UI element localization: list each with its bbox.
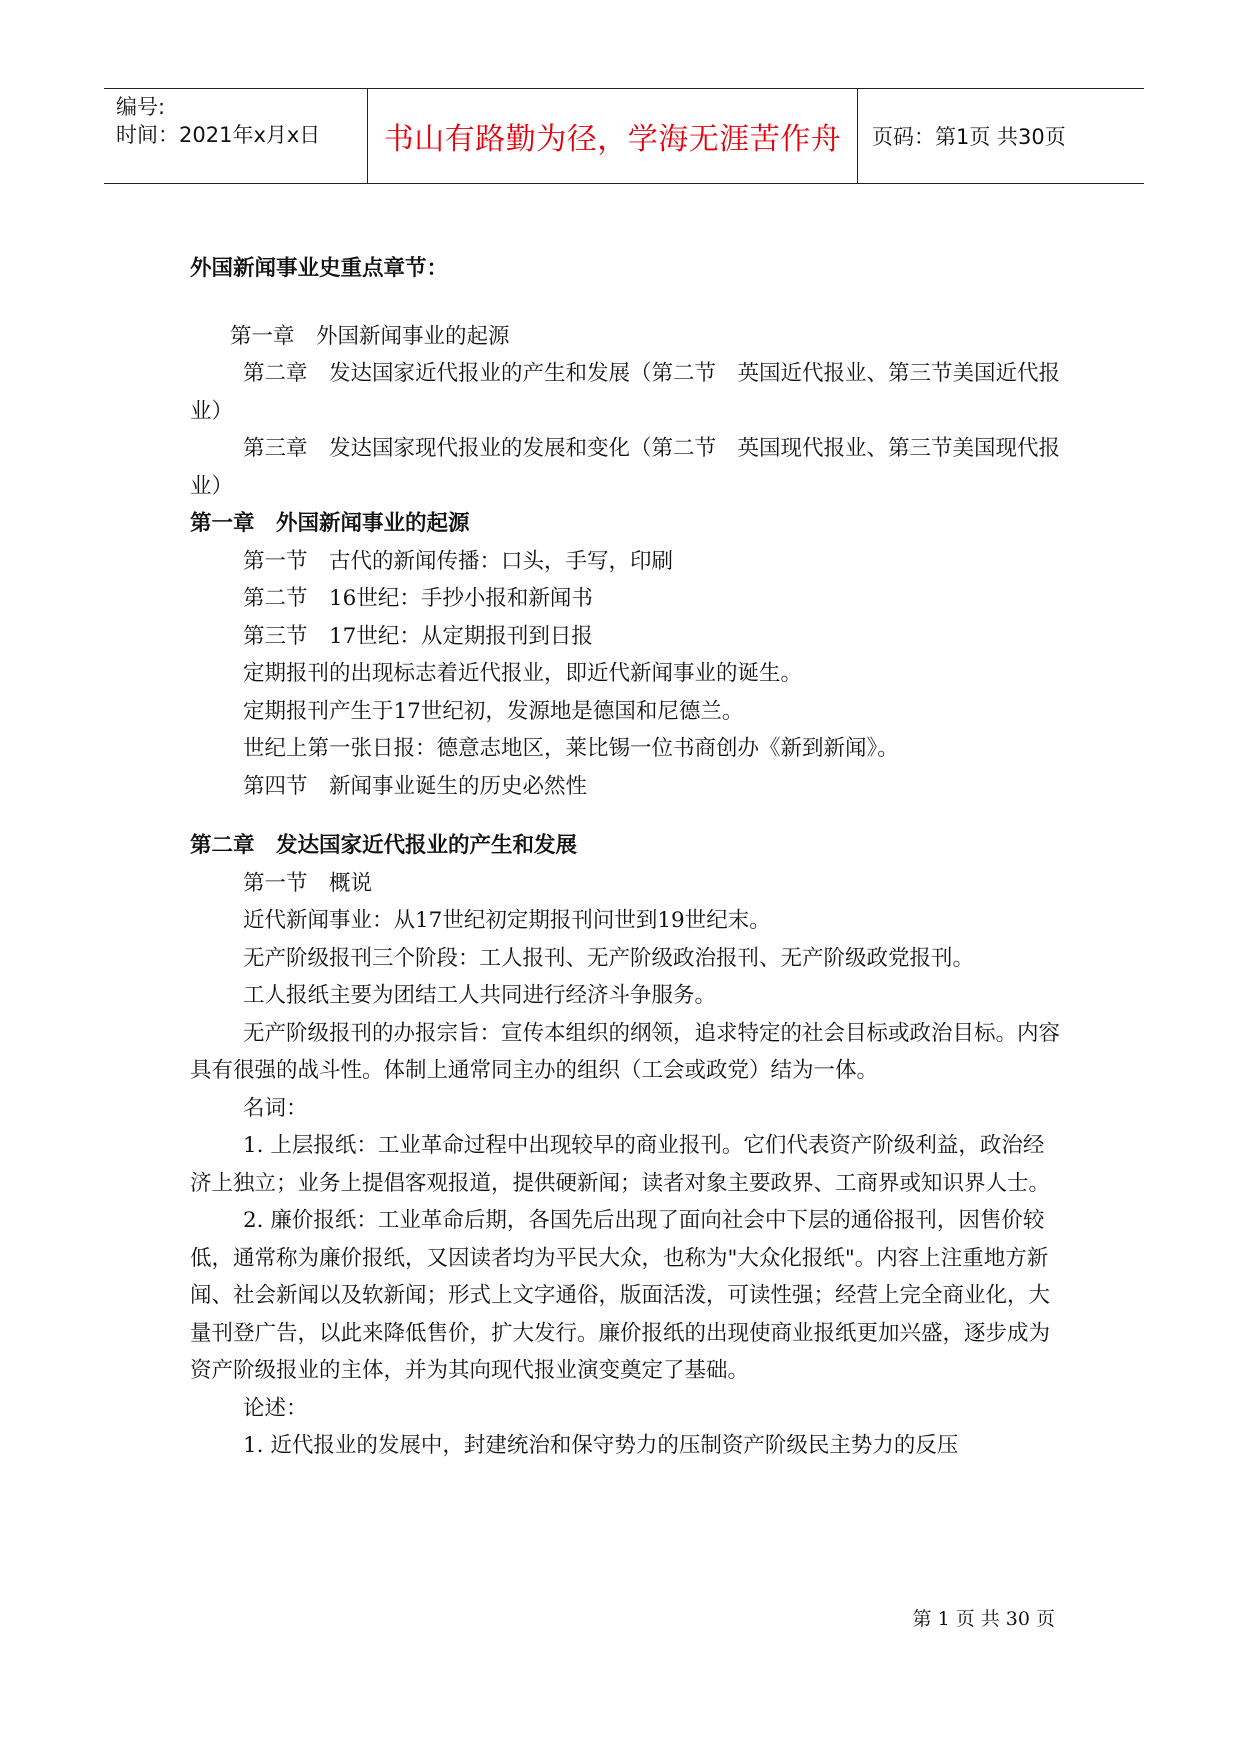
body-paragraph: 第一节 概说	[243, 870, 373, 896]
body-paragraph: 论述：	[243, 1395, 308, 1421]
body-paragraph: 1. 上层报纸：工业革命过程中出现较早的商业报刊。它们代表资产阶级利益，政治经济上独立；业务上提倡客观报道，提供硬新闻；读者对象主要政界、工商界或知识界人士。	[190, 1133, 1051, 1196]
body-paragraph: 第二节 16世纪：手抄小报和新闻书	[243, 586, 593, 611]
body-paragraph: 无产阶级报刊的办报宗旨：宣传本组织的纲领，追求特定的社会目标或政治目标。内容具有很强的战斗性。体制上通常同主办的组织（工会或政党）结为一体。	[190, 1020, 1061, 1083]
body-paragraph: 定期报刊产生于17世纪初，发源地是德国和尼德兰。	[243, 698, 744, 724]
document-body	[190, 250, 1060, 1465]
header-page-cell	[858, 89, 1144, 183]
body-paragraph: 第一节 古代的新闻传播：口头，手写，印刷	[243, 548, 674, 574]
body-paragraph: 无产阶级报刊三个阶段：工人报刊、无产阶级政治报刊、无产阶级政党报刊。	[243, 945, 975, 971]
toc-item: 第三章 发达国家现代报业的发展和变化（第二节 英国现代报业、第三节美国现代报业）	[190, 436, 1061, 499]
toc-item: 第一章 外国新闻事业的起源	[230, 323, 510, 349]
chapter-heading: 第一章 外国新闻事业的起源	[190, 511, 470, 536]
body-paragraph: 名词：	[243, 1095, 308, 1121]
document-time-label: 时间：2021年x月x日	[116, 123, 321, 147]
body-paragraph: 工人报纸主要为团结工人共同进行经济斗争服务。	[243, 983, 717, 1008]
body-paragraph: 定期报刊的出现标志着近代报业，即近代新闻事业的诞生。	[243, 661, 803, 686]
document-number-label: 编号:	[116, 95, 166, 119]
body-paragraph: 近代新闻事业：从17世纪初定期报刊问世到19世纪末。	[243, 908, 771, 933]
header-motto: 书山有路勤为径，学海无涯苦作舟	[383, 122, 842, 157]
page-footer: 第 1 页 共 30 页	[912, 1608, 1055, 1630]
body-paragraph: 1. 近代报业的发展中，封建统治和保守势力的压制资产阶级民主势力的反压	[243, 1433, 959, 1458]
header-motto-cell	[368, 89, 858, 183]
chapter-heading: 第二章 发达国家近代报业的产生和发展	[190, 833, 578, 858]
body-paragraph: 世纪上第一张日报：德意志地区，莱比锡一位书商创办《新到新闻》。	[243, 736, 899, 761]
body-paragraph: 2. 廉价报纸：工业革命后期，各国先后出现了面向社会中下层的通俗报刊，因售价较低，通常称为廉价报纸，又因读者均为平民大众，也称为"大众化报纸"。内容上注重地方新闻、社会新闻以及软新闻；形式上文字通俗，版面活泼，可读性强；经营上完全商业化，大量刊登广告，以此来降低售价，扩大发行。廉价报纸的出现使商业报纸更加兴盛，逐步成为资产阶级报业的主体，并为其向现代报业演变奠定了基础。	[190, 1208, 1051, 1383]
body-paragraph: 第四节 新闻事业诞生的历史必然性	[243, 773, 588, 799]
document-title: 外国新闻事业史重点章节：	[190, 256, 449, 281]
header-page-code: 页码：第1页 共30页	[872, 125, 1066, 149]
document-header	[104, 88, 1144, 184]
header-meta-cell	[104, 89, 368, 183]
body-paragraph: 第三节 17世纪：从定期报刊到日报	[243, 623, 593, 649]
toc-item: 第二章 发达国家近代报业的产生和发展（第二节 英国近代报业、第三节美国近代报业）	[190, 361, 1061, 424]
